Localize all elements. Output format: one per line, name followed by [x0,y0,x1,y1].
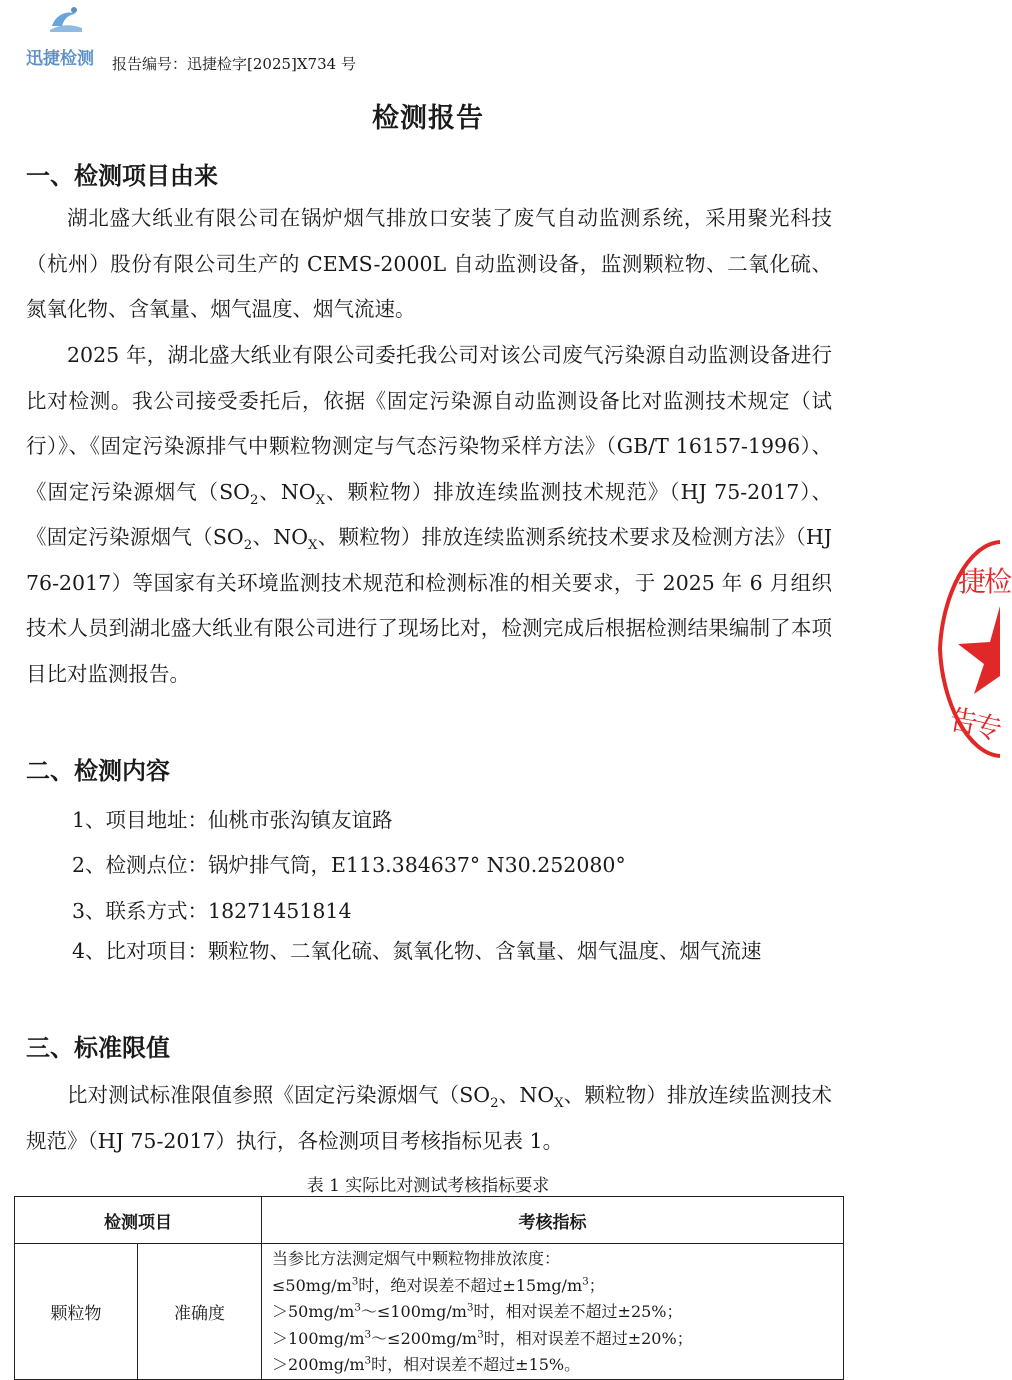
paragraph-origin-1: 湖北盛大纸业有限公司在锅炉烟气排放口安装了废气自动监测系统，采用聚光科技（杭州）股份有限公司生产的 CEMS-2000L 自动监测设备，监测颗粒物、二氧化硫、氮氧化物、含氧量、烟气温度、烟气流速。 [26,206,832,321]
list-item-location: 2、检测点位：锅炉排气筒，E113.384637° N30.252080° [72,853,626,877]
cell-sub-item: 准确度 [138,1244,262,1380]
seal-text-3: 告 [947,702,981,741]
seal-text-1: 捷 [958,565,987,598]
document-title: 检测报告 [372,103,484,134]
logo-wave-icon [46,4,86,40]
seal-text-4: 专 [970,708,1006,747]
table-row [15,1244,844,1380]
list-item-comparison: 4、比对项目：颗粒物、二氧化硫、氮氧化物、含氧量、烟气温度、烟气流速 [72,939,762,963]
section-heading-limits: 三、标准限值 [26,1034,170,1062]
cell-item: 颗粒物 [15,1244,138,1380]
section-heading-origin: 一、检测项目由来 [26,162,218,190]
logo-text: 迅捷检测 [26,49,94,69]
report-number: 报告编号：迅捷检字[2025]X734 号 [112,55,356,73]
table-caption: 表 1 实际比对测试考核指标要求 [306,1176,550,1196]
company-logo [26,4,110,70]
list-item-address: 1、项目地址：仙桃市张沟镇友谊路 [72,808,393,832]
section-heading-content: 二、检测内容 [26,757,170,785]
official-seal [938,536,1012,762]
criteria-table [14,1196,844,1380]
table-header-row [15,1197,844,1244]
header-item: 检测项目 [15,1197,262,1244]
header-criteria: 考核指标 [262,1197,844,1244]
paragraph-origin-2: 2025 年，湖北盛大纸业有限公司委托我公司对该公司废气污染源自动监测设备进行比对检测。我公司接受委托后，依据《固定污染源自动监测设备比对监测技术规定（试行）》、《固定污染源排气中颗粒物测定与气态污染物采样方法》（GB/T 16157-1996）、《固定污染源烟气（$SO_2$、$NO_X$、颗粒物）排放连续监测技术规范》（HJ 75-2017）、《固定污染源烟气（$SO_2$、$NO_X$、颗粒物）排放连续监测系统技术要求及检测方法》（HJ 76-2017）等国家有关环境监测技术规范和检测标准的相关要求，于 2025 年 6 月组织技术人员到湖北盛大纸业有限公司进行了现场比对，检测完成后根据检测结果编制了本项目比对监测报告。 [26,343,833,686]
seal-text-2: 检 [984,565,1012,598]
paragraph-limits: 比对测试标准限值参照《固定污染源烟气（$SO_2$、$NO_X$、颗粒物）排放连续监测技术规范》（HJ 75-2017）执行，各检测项目考核指标见表 1。 [26,1083,833,1153]
cell-criteria: 当参比方法测定烟气中颗粒物排放浓度： $\le 50mg/m^3$时，绝对误差不超过$\pm 15mg/m^3$； $>50mg/m^3\sim\le 100mg/m^3$时，相对误差不超过±25%； $>100mg/m^3\sim\le 200mg/m^3$时，相对误差不超过±20%； $>200mg/m^3$时，相对误差不超过±15%。 [262,1244,844,1380]
list-item-contact: 3、联系方式：18271451814 [72,899,352,923]
